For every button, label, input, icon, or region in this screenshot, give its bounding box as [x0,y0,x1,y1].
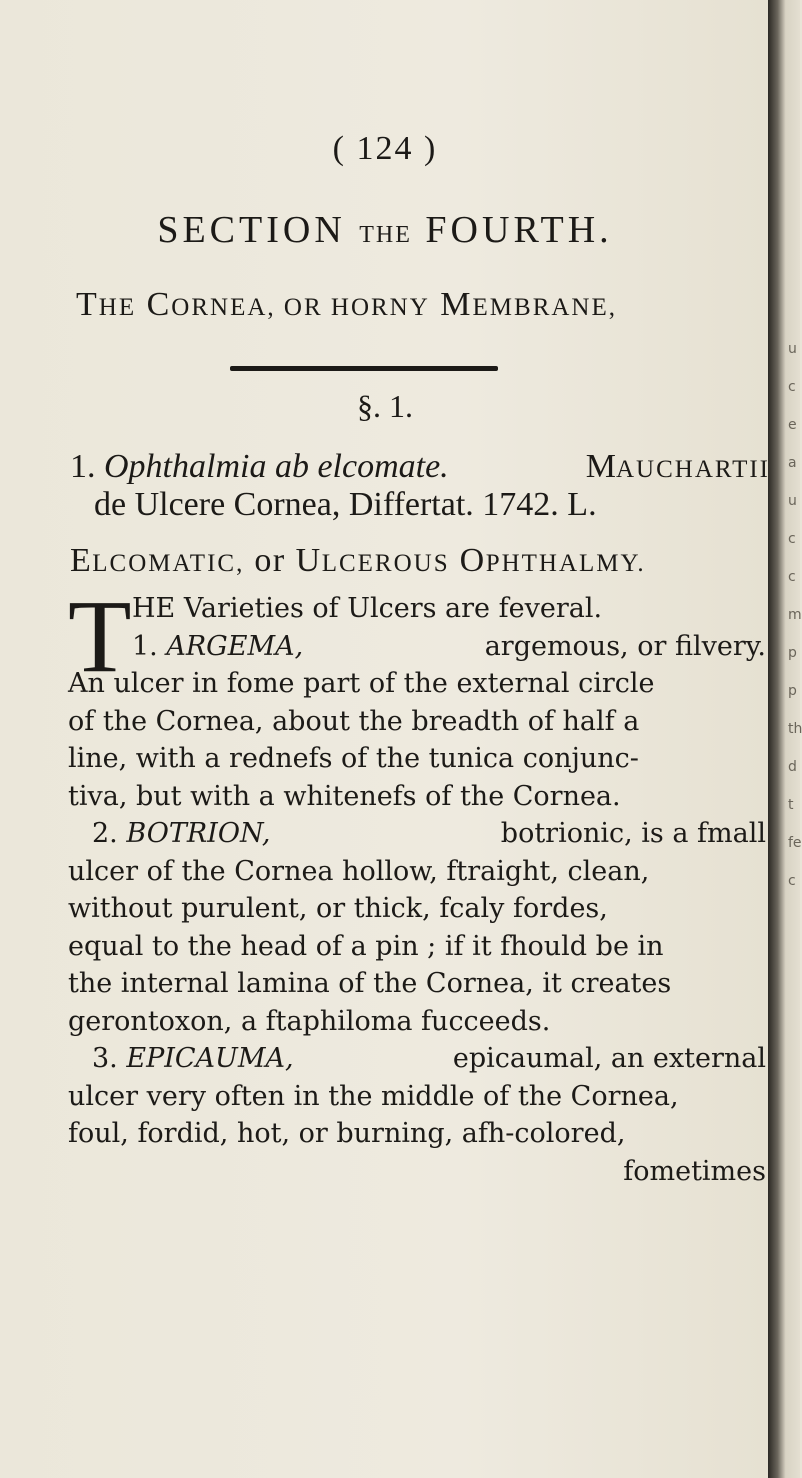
body-line: foul, fordid, hot, or burning, afh-colored, [68,1118,626,1149]
section-subtitle: THE CORNEA, OR HORNY MEMBRANE, [76,286,617,323]
citation-line-1: 1. Ophthalmia ab elcomate. MAUCHARTII [70,448,770,485]
facing-page-edge-text: u c e a u c c m p p th d t fe c [788,341,802,889]
page-number: ( 124 ) [332,130,438,167]
drop-cap: T [68,579,132,694]
ornamental-rule [230,366,498,371]
body-line: 3. EPICAUMA, epicaumal, an external [92,1043,766,1074]
disease-heading: ELCOMATIC, or ULCEROUS OPHTHALMY. [70,542,646,579]
section-title: SECTION THE FOURTH. [157,209,613,251]
body-line: ulcer very often in the middle of the Cornea, [68,1080,679,1112]
body-line: ulcer of the Cornea hollow, ftraight, clean, [68,855,650,887]
body-line: HE Varieties of Ulcers are feveral. [132,593,603,624]
body-line: line, with a rednefs of the tunica conjunc- [68,743,639,774]
body-line: gerontoxon, a ftaphiloma fucceeds. [68,1005,551,1037]
citation-line-2: de Ulcere Cornea, Differtat. 1742. L. [94,485,597,523]
citation [70,444,770,523]
body-text [68,579,766,1190]
paragraph-mark: §. 1. [357,388,413,424]
body-line: the internal lamina of the Cornea, it creates [68,968,672,999]
body-line: tiva, but with a whitenefs of the Cornea. [68,780,621,812]
body-line: without purulent, or thick, fcaly fordes, [68,893,608,924]
body-line: An ulcer in fome part of the external circle [68,668,655,699]
body-line: 2. BOTRION, botrionic, is a fmall [92,818,766,849]
catchword: fometimes [623,1155,766,1187]
body-line: 1. ARGEMA, argemous, or filvery. [132,630,766,662]
body-line: of the Cornea, about the breadth of half a [68,705,640,737]
body-line: equal to the head of a pin ; if it fhould be in [68,930,664,962]
